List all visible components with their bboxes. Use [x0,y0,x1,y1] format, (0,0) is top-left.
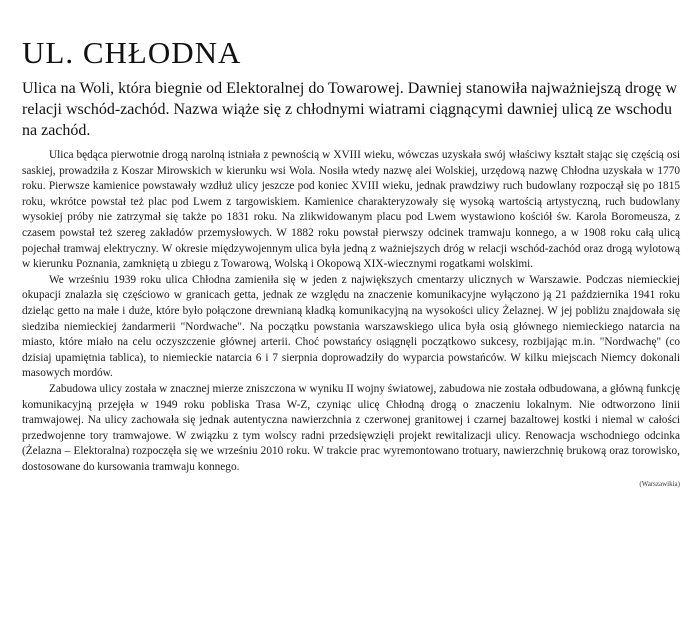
body-paragraph: Ulica będąca pierwotnie drogą narolną istniała z pewnością w XVIII wieku, wówczas uzyskała swój właściwy kształt stając się częścią osi saskiej, prowadziła z Koszar Mirowskich w kierunku wsi Wola. Nosiła wtedy nazwę alei Wolskiej, urzędową nazwę Chłodna uzyskała w 1770 roku. Pierwsze kamienice powstawały wzdłuż ulicy jeszcze pod koniec XVIII wieku, jednak prawdziwy ruch budowlany rozpoczął się po 1815 roku, wkrótce powstał też plac pod Lwem z targowiskiem. Kamienice charakteryzowały się wysoką wartością artystyczną, ruch budowlany wysokiej próby nie zatrzymał się także po 1831 roku. Na zlikwidowanym placu pod Lwem wystawiono kościół św. Karola Boromeusza, z czasem powstał też szereg zakładów przemysłowych. W 1882 roku powstał pierwszy odcinek tramwaju konnego, a w 1908 roku całą ulicą pojechał tramwaj elektryczny. W okresie międzywojennym ulica była jedną z ważniejszych dróg w relacji wschód-zachód oraz drogą wylotową w kierunku Poznania, zamkniętą u zbiegu z Towarową, Wolską i Okopową XIX-wiecznymi rogatkami wolskimi. [22,149,680,271]
article-lead: Ulica na Woli, która biegnie od Elektoralnej do Towarowej. Dawniej stanowiła najważniejszą drogę w relacji wschód-zachód. Nazwa wiąże się z chłodnymi wiatrami ciągnącymi dawniej ulicą ze wschodu na zachód. [22,80,678,139]
body-paragraph: We wrześniu 1939 roku ulica Chłodna zamieniła się w jeden z największych cmentarzy ulicznych w Warszawie. Podczas niemieckiej okupacji znalazła się częściowo w granicach getta, jednak ze względu na znaczenie komunikacyjne wyłączono ją 21 października 1941 roku dzieląc getto na małe i duże, które było połączone drewnianą kładką komunikacyjną na wysokości ulicy Żelaznej. W jej pobliżu znajdowała się siedziba niemieckiej żandarmerii "Nordwache". Na początku powstania warszawskiego ulica była osią głównego niemieckiego natarcia na miasto, które miało na celu oczyszczenie głównej arterii. Choć powstańcy osiągnęli początkowo sukcesy, rozbijając m.in. "Nordwachę" (co dzisiaj upamiętnia tablica), to niemieckie natarcia 6 i 7 sierpnia doprowadziły do wyparcia powstańców. W kilku miejscach Niemcy dokonali masowych mordów. [22,273,680,380]
article-title: UL. CHŁODNA [22,35,242,70]
article-body [22,148,680,475]
body-paragraph: Zabudowa ulicy została w znacznej mierze zniszczona w wyniku II wojny światowej, zabudowa nie została odbudowana, a główną funkcję komunikacyjną przejęła w 1949 roku pobliska Trasa W-Z, czyniąc ulicę Chłodną drogą o znaczeniu lokalnym. Nie odtworzono linii tramwajowej. Na ulicy zachowała się jednak autentyczna nawierzchnia z czerwonej granitowej i czarnej bazaltowej kostki i niemal w całości przedwojenne tory tramwajowe. W związku z tym wolscy radni przedsięwzięli projekt rewitalizacji ulicy. Renowacja wschodniego odcinka (Żelazna – Elektoralna) rozpoczęła się we wrześniu 2010 roku. W trakcie prac wyremontowano trotuary, nawierzchnię brukową oraz torowisko, dostosowane do kursowania tramwaju konnego. [22,382,680,473]
source-credit: (Warszawikia) [639,480,680,489]
